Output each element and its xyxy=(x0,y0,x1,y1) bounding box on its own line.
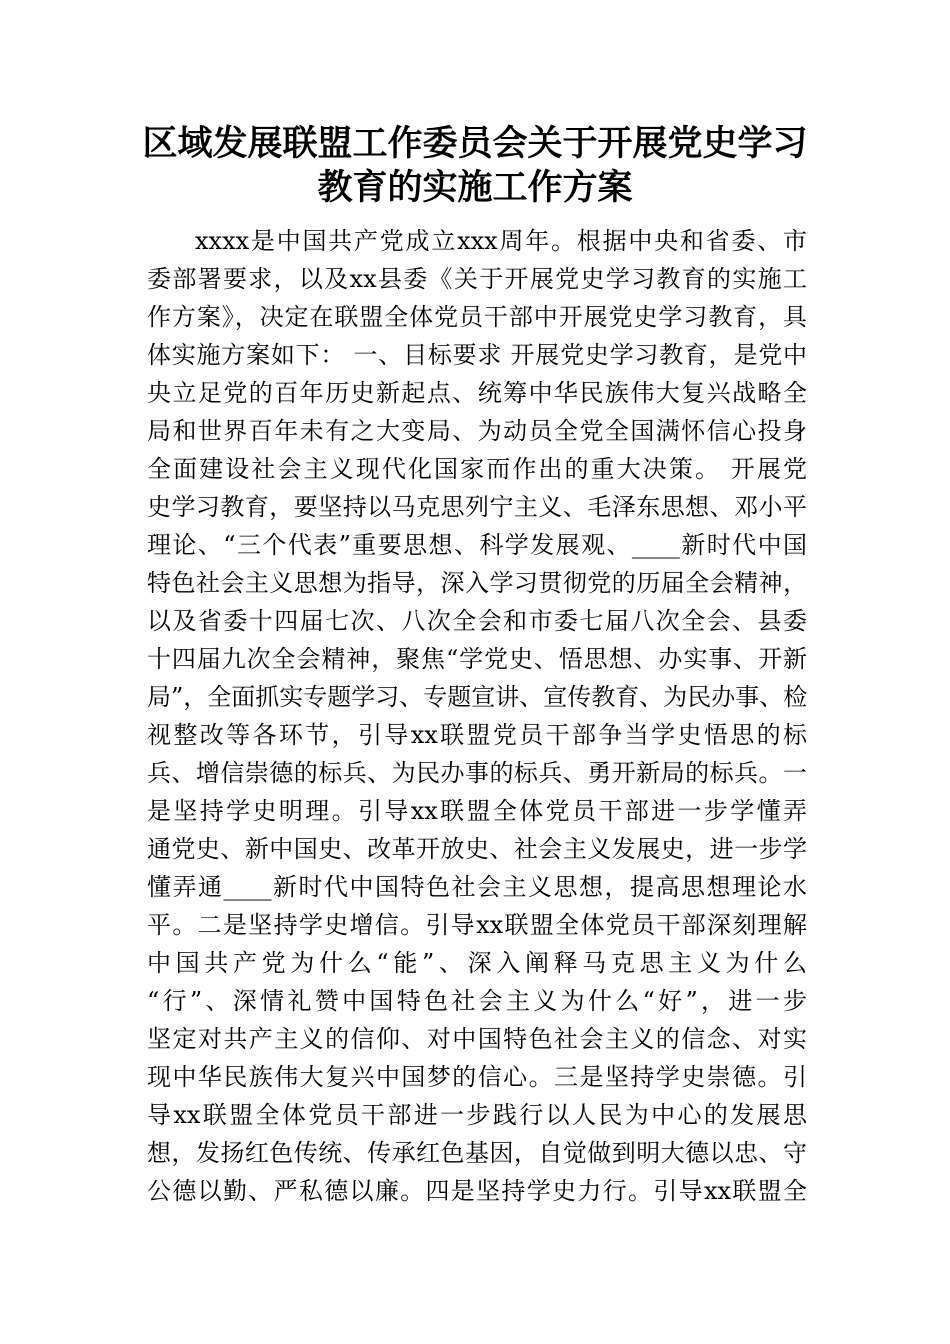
body-line-3: 作方案》，决定在联盟全体党员干部中开展党史学习教育，具 xyxy=(147,303,807,331)
body-line-4: 体实施方案如下： 一、目标要求 开展党史学习教育，是党中 xyxy=(147,341,807,369)
body-line-24: 导xx联盟全体党员干部进一步践行以人民为中心的发展思 xyxy=(147,1101,807,1129)
body-line-6: 局和世界百年未有之大变局、为动员全党全国满怀信心投身 xyxy=(147,417,807,445)
body-line-5: 央立足党的百年历史新起点、统筹中华民族伟大复兴战略全 xyxy=(147,379,807,407)
body-line-25: 想，发扬红色传统、传承红色基因，自觉做到明大德以忠、守 xyxy=(147,1139,807,1167)
body-line-13: 局”，全面抓实专题学习、专题宣讲、宣传教育、为民办事、检 xyxy=(147,683,807,711)
body-line-21: “行”、深情礼赞中国特色社会主义为什么“好”，进一步 xyxy=(147,987,807,1015)
document-title-line-1: 区域发展联盟工作委员会关于开展党史学习 xyxy=(142,124,808,164)
document-title-line-2: 教育的实施工作方案 xyxy=(317,168,633,208)
body-line-20: 中国共产党为什么“能”、深入阐释马克思主义为什么 xyxy=(147,949,807,977)
body-line-18: 懂弄通____新时代中国特色社会主义思想，提高思想理论水 xyxy=(147,873,807,901)
body-line-1: xxxx是中国共产党成立xxx周年。根据中央和省委、市 xyxy=(195,227,807,255)
body-line-2: 委部署要求，以及xx县委《关于开展党史学习教育的实施工 xyxy=(147,265,807,293)
body-line-23: 现中华民族伟大复兴中国梦的信心。三是坚持学史崇德。引 xyxy=(147,1063,807,1091)
body-line-7: 全面建设社会主义现代化国家而作出的重大决策。 开展党 xyxy=(147,455,807,483)
body-line-16: 是坚持学史明理。引导xx联盟全体党员干部进一步学懂弄 xyxy=(147,797,807,825)
body-line-8: 史学习教育，要坚持以马克思列宁主义、毛泽东思想、邓小平 xyxy=(147,493,807,521)
body-line-19: 平。二是坚持学史增信。引导xx联盟全体党员干部深刻理解 xyxy=(147,911,807,939)
body-line-14: 视整改等各环节，引导xx联盟党员干部争当学史悟思的标 xyxy=(147,721,807,749)
body-line-26: 公德以勤、严私德以廉。四是坚持学史力行。引导xx联盟全 xyxy=(147,1177,807,1205)
body-line-12: 十四届九次全会精神，聚焦“学党史、悟思想、办实事、开新 xyxy=(147,645,807,673)
body-line-22: 坚定对共产主义的信仰、对中国特色社会主义的信念、对实 xyxy=(147,1025,807,1053)
body-line-10: 特色社会主义思想为指导，深入学习贯彻党的历届全会精神， xyxy=(147,569,807,597)
body-line-11: 以及省委十四届七次、八次全会和市委七届八次全会、县委 xyxy=(147,607,807,635)
body-line-15: 兵、增信崇德的标兵、为民办事的标兵、勇开新局的标兵。一 xyxy=(147,759,807,787)
body-line-17: 通党史、新中国史、改革开放史、社会主义发展史，进一步学 xyxy=(147,835,807,863)
body-line-9: 理论、“三个代表”重要思想、科学发展观、____新时代中国 xyxy=(147,531,807,559)
